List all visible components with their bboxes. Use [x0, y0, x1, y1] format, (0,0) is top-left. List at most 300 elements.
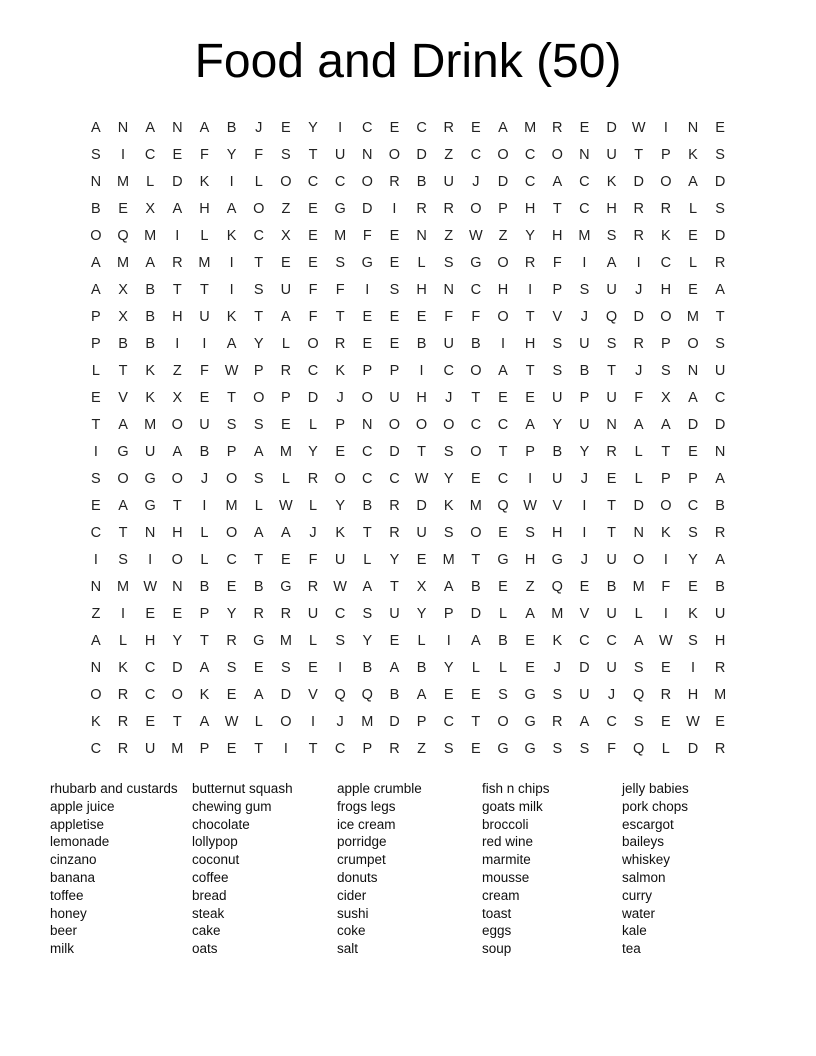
grid-letter: N	[687, 119, 699, 136]
word-list-item: cider	[337, 887, 367, 903]
grid-letter: W	[686, 713, 700, 730]
grid-letter: A	[199, 119, 210, 136]
grid-letter: G	[280, 578, 292, 595]
grid-letter: P	[498, 200, 508, 217]
grid-letter: I	[500, 335, 505, 352]
grid-letter: L	[308, 416, 318, 433]
grid-letter: B	[145, 281, 155, 298]
grid-letter: A	[715, 470, 725, 487]
grid-letter: I	[175, 227, 180, 244]
grid-letter: E	[471, 119, 481, 136]
grid-letter: O	[388, 416, 401, 433]
grid-letter: D	[389, 713, 400, 730]
grid-letter: P	[362, 362, 373, 379]
grid-letter: S	[688, 632, 698, 649]
grid-letter: O	[551, 146, 563, 163]
grid-letter: N	[144, 524, 156, 541]
grid-letter: C	[714, 389, 726, 406]
grid-letter: G	[361, 254, 373, 271]
grid-letter: O	[225, 470, 238, 487]
grid-letter: D	[416, 497, 427, 514]
grid-letter: D	[579, 659, 590, 676]
grid-letter: U	[606, 659, 617, 676]
grid-letter: B	[715, 578, 725, 595]
grid-letter: P	[661, 470, 671, 487]
grid-letter: S	[552, 362, 563, 379]
grid-letter: R	[714, 659, 726, 676]
word-list-item: apple crumble	[337, 781, 422, 796]
grid-letter: U	[334, 146, 346, 163]
grid-letter: S	[253, 416, 264, 433]
grid-letter: R	[714, 254, 726, 271]
grid-letter: T	[634, 146, 644, 163]
grid-letter: D	[606, 119, 617, 136]
grid-letter: I	[121, 146, 126, 163]
grid-letter: R	[714, 740, 726, 757]
grid-letter: D	[416, 146, 427, 163]
grid-letter: T	[118, 362, 128, 379]
grid-letter: A	[91, 281, 101, 298]
grid-letter: M	[361, 713, 374, 730]
grid-letter: A	[416, 686, 427, 703]
grid-letter: I	[690, 659, 695, 676]
word-list-item: coke	[337, 923, 366, 939]
grid-letter: I	[93, 551, 98, 568]
word-list-item: honey	[50, 905, 87, 921]
grid-letter: J	[309, 524, 317, 541]
grid-letter: M	[116, 173, 130, 190]
grid-letter: Y	[308, 443, 318, 460]
word-list-item: bread	[192, 887, 227, 903]
grid-letter: N	[90, 659, 102, 676]
grid-letter: W	[631, 119, 646, 136]
grid-letter: H	[416, 281, 427, 298]
grid-letter: S	[552, 686, 563, 703]
grid-letter: U	[606, 146, 617, 163]
grid-letter: E	[281, 416, 291, 433]
grid-letter: B	[416, 659, 427, 676]
grid-letter: B	[606, 578, 617, 595]
grid-letter: F	[308, 551, 318, 568]
grid-letter: K	[145, 362, 155, 379]
grid-letter: A	[661, 416, 671, 433]
grid-letter: H	[199, 200, 210, 217]
grid-letter: S	[606, 335, 617, 352]
grid-letter: E	[199, 389, 210, 406]
grid-letter: A	[281, 308, 291, 325]
grid-letter: A	[606, 254, 617, 271]
grid-letter: C	[334, 740, 346, 757]
grid-letter: T	[118, 524, 128, 541]
grid-letter: T	[471, 713, 481, 730]
grid-letter: C	[579, 173, 590, 190]
grid-letter: X	[145, 200, 155, 217]
grid-letter: E	[715, 713, 725, 730]
grid-letter: Q	[633, 740, 645, 757]
grid-letter: B	[362, 497, 373, 514]
grid-letter: K	[118, 659, 128, 676]
grid-letter: H	[172, 308, 183, 325]
grid-letter: R	[633, 335, 644, 352]
word-list-item: beer	[50, 923, 78, 939]
grid-letter: E	[172, 146, 183, 163]
grid-letter: A	[389, 659, 400, 676]
grid-letter: T	[200, 632, 209, 649]
grid-letter: M	[116, 254, 130, 271]
grid-letter: E	[471, 470, 481, 487]
grid-letter: K	[661, 524, 671, 541]
grid-letter: O	[253, 200, 265, 217]
grid-letter: G	[470, 254, 482, 271]
grid-letter: E	[172, 605, 183, 622]
grid-letter: Y	[416, 605, 427, 622]
word-list	[50, 780, 772, 958]
grid-letter: Y	[362, 632, 373, 649]
grid-letter: O	[361, 389, 373, 406]
grid-letter: R	[660, 686, 672, 703]
grid-letter: E	[308, 200, 318, 217]
grid-letter: L	[281, 470, 290, 487]
grid-letter: K	[688, 605, 698, 622]
grid-letter: H	[497, 281, 509, 298]
grid-letter: U	[334, 551, 346, 568]
grid-letter: T	[607, 362, 616, 379]
grid-letter: M	[334, 227, 347, 244]
grid-letter: U	[389, 605, 400, 622]
grid-letter: F	[362, 227, 372, 244]
grid-letter: I	[663, 119, 668, 136]
grid-letter: U	[443, 335, 454, 352]
grid-letter: E	[443, 686, 454, 703]
grid-letter: D	[389, 443, 400, 460]
grid-letter: E	[525, 632, 535, 649]
grid-letter: C	[362, 470, 373, 487]
grid-letter: H	[552, 227, 563, 244]
grid-letter: I	[446, 632, 451, 649]
grid-letter: R	[416, 200, 427, 217]
grid-letter: O	[388, 146, 401, 163]
grid-letter: Q	[551, 578, 563, 595]
grid-letter: I	[663, 551, 668, 568]
grid-letter: I	[392, 200, 397, 217]
grid-letter: A	[172, 443, 183, 460]
grid-letter: C	[362, 119, 373, 136]
grid-letter: X	[281, 227, 291, 244]
grid-letter: E	[226, 686, 237, 703]
word-list-item: appletise	[50, 816, 105, 832]
grid-letter: Q	[334, 686, 346, 703]
grid-letter: N	[687, 362, 699, 379]
grid-letter: S	[498, 686, 508, 703]
grid-letter: O	[253, 389, 265, 406]
grid-letter: I	[419, 362, 424, 379]
grid-letter: O	[307, 335, 319, 352]
grid-letter: R	[552, 713, 563, 730]
grid-letter: N	[443, 281, 454, 298]
grid-letter: E	[362, 335, 373, 352]
grid-letter: A	[199, 659, 210, 676]
grid-letter: E	[471, 686, 481, 703]
grid-letter: D	[307, 389, 319, 406]
grid-letter: O	[470, 524, 482, 541]
grid-letter: U	[606, 605, 617, 622]
grid-letter: I	[528, 281, 533, 298]
grid-letter: F	[200, 362, 209, 379]
grid-letter: C	[90, 524, 102, 541]
grid-letter: B	[362, 659, 373, 676]
grid-letter: J	[445, 389, 453, 406]
grid-letter: A	[118, 497, 128, 514]
word-list-item: coconut	[192, 852, 240, 868]
word-list-item: apple juice	[50, 798, 115, 814]
grid-letter: J	[580, 308, 589, 325]
grid-letter: B	[199, 578, 210, 595]
grid-letter: S	[715, 200, 725, 217]
grid-letter: U	[389, 389, 400, 406]
grid-letter: S	[525, 524, 535, 541]
grid-letter: T	[172, 497, 182, 514]
grid-letter: C	[362, 443, 373, 460]
grid-letter: V	[308, 686, 318, 703]
grid-letter: L	[254, 173, 263, 190]
grid-letter: S	[661, 362, 671, 379]
grid-letter: T	[254, 308, 264, 325]
grid-letter: R	[117, 686, 129, 703]
grid-letter: M	[144, 227, 157, 244]
grid-letter: R	[524, 254, 536, 271]
grid-letter: R	[280, 362, 292, 379]
grid-letter: F	[444, 308, 454, 325]
word-list-column	[622, 780, 772, 958]
grid-letter: I	[582, 524, 587, 541]
grid-letter: K	[606, 173, 617, 190]
grid-letter: F	[200, 146, 209, 163]
grid-letter: O	[470, 200, 482, 217]
grid-letter: C	[660, 254, 672, 271]
grid-letter: Y	[172, 632, 183, 649]
grid-letter: G	[524, 740, 536, 757]
grid-letter: T	[172, 713, 182, 730]
grid-letter: P	[199, 605, 210, 622]
grid-letter: S	[443, 254, 454, 271]
grid-letter: A	[145, 254, 155, 271]
grid-letter: E	[308, 254, 318, 271]
grid-letter: U	[307, 605, 319, 622]
grid-letter: O	[443, 416, 455, 433]
grid-letter: L	[417, 254, 426, 271]
grid-letter: A	[145, 119, 155, 136]
grid-letter: D	[280, 686, 292, 703]
grid-letter: E	[308, 659, 318, 676]
grid-letter: Z	[91, 605, 101, 622]
grid-letter: K	[199, 686, 210, 703]
grid-letter: A	[715, 551, 725, 568]
grid-letter: S	[281, 659, 291, 676]
grid-letter: U	[579, 686, 590, 703]
word-list-item: butternut squash	[192, 781, 293, 796]
grid-letter: D	[172, 173, 183, 190]
grid-letter: V	[579, 605, 590, 622]
grid-letter: E	[389, 632, 400, 649]
grid-letter: J	[607, 686, 616, 703]
grid-letter: O	[361, 173, 373, 190]
word-list-item: porridge	[337, 834, 387, 850]
grid-letter: O	[497, 308, 509, 325]
grid-letter: Q	[361, 686, 373, 703]
grid-letter: C	[334, 605, 346, 622]
grid-letter: I	[175, 335, 180, 352]
grid-letter: M	[714, 686, 727, 703]
grid-letter: C	[579, 200, 590, 217]
grid-letter: D	[714, 227, 726, 244]
grid-letter: B	[199, 443, 210, 460]
grid-letter: G	[497, 740, 509, 757]
word-list-item: toffee	[50, 887, 84, 903]
grid-letter: N	[416, 227, 427, 244]
grid-letter: E	[525, 389, 535, 406]
grid-letter: X	[118, 281, 128, 298]
word-list-item: salt	[337, 941, 359, 957]
grid-letter: S	[443, 740, 454, 757]
grid-letter: R	[633, 200, 644, 217]
grid-letter: E	[661, 659, 671, 676]
grid-letter: L	[634, 470, 643, 487]
grid-letter: E	[91, 497, 101, 514]
grid-letter: I	[663, 605, 668, 622]
grid-letter: B	[715, 497, 725, 514]
grid-letter: B	[145, 335, 155, 352]
word-list-item: escargot	[622, 816, 674, 832]
grid-letter: L	[417, 632, 426, 649]
grid-letter: I	[582, 497, 587, 514]
grid-letter: L	[471, 659, 480, 676]
grid-letter: C	[307, 173, 319, 190]
grid-letter: T	[607, 524, 616, 541]
grid-letter: T	[390, 578, 399, 595]
grid-letter: A	[118, 416, 128, 433]
grid-letter: D	[687, 416, 699, 433]
word-list-item: tea	[622, 941, 641, 957]
grid-letter: U	[280, 281, 292, 298]
grid-letter: R	[389, 173, 400, 190]
grid-letter: A	[172, 200, 183, 217]
grid-letter: E	[525, 659, 535, 676]
grid-letter: T	[417, 443, 426, 460]
grid-letter: R	[253, 605, 264, 622]
grid-letter: T	[227, 389, 237, 406]
grid-letter: G	[144, 470, 156, 487]
grid-letter: I	[528, 470, 533, 487]
grid-letter: A	[253, 443, 264, 460]
grid-letter: R	[226, 632, 237, 649]
grid-letter: F	[254, 146, 264, 163]
grid-letter: L	[200, 524, 209, 541]
grid-letter: F	[552, 254, 562, 271]
grid-letter: S	[253, 470, 264, 487]
grid-letter: V	[552, 308, 563, 325]
grid-letter: C	[226, 551, 237, 568]
grid-letter: O	[171, 470, 183, 487]
grid-letter: N	[362, 146, 373, 163]
grid-letter: K	[443, 497, 454, 514]
grid-letter: B	[416, 335, 427, 352]
grid-letter: Y	[389, 551, 400, 568]
grid-letter: A	[226, 335, 237, 352]
grid-letter: K	[688, 146, 698, 163]
grid-letter: R	[307, 470, 319, 487]
grid-letter: S	[688, 524, 698, 541]
grid-letter: G	[334, 200, 346, 217]
grid-letter: B	[91, 200, 101, 217]
grid-letter: A	[91, 632, 101, 649]
grid-letter: B	[416, 173, 427, 190]
grid-letter: C	[443, 362, 454, 379]
grid-letter: E	[688, 227, 698, 244]
grid-letter: M	[469, 497, 482, 514]
grid-letter: T	[607, 497, 616, 514]
grid-letter: O	[117, 470, 129, 487]
grid-letter: S	[335, 254, 345, 271]
grid-letter: E	[389, 308, 400, 325]
grid-letter: M	[686, 308, 700, 325]
grid-letter: A	[91, 119, 101, 136]
grid-letter: C	[144, 686, 156, 703]
grid-letter: S	[715, 335, 725, 352]
grid-letter: A	[226, 200, 237, 217]
grid-letter: O	[90, 686, 102, 703]
grid-letter: T	[525, 308, 535, 325]
grid-letter: T	[308, 146, 318, 163]
grid-letter: E	[362, 308, 373, 325]
grid-letter: A	[688, 173, 698, 190]
grid-letter: X	[172, 389, 183, 406]
grid-letter: Y	[443, 470, 454, 487]
grid-letter: C	[470, 146, 482, 163]
grid-letter: C	[144, 659, 156, 676]
grid-letter: D	[362, 200, 373, 217]
grid-letter: T	[471, 551, 481, 568]
grid-letter: K	[335, 362, 345, 379]
grid-letter: E	[688, 443, 698, 460]
grid-letter: S	[633, 713, 644, 730]
grid-letter: Z	[498, 227, 508, 244]
grid-letter: J	[255, 119, 263, 136]
grid-letter: A	[362, 578, 373, 595]
grid-letter: T	[254, 740, 264, 757]
page-title: Food and Drink (50)	[194, 35, 622, 88]
grid-letter: O	[470, 362, 482, 379]
grid-letter: C	[687, 497, 699, 514]
grid-letter: B	[145, 308, 155, 325]
grid-letter: Q	[605, 308, 618, 325]
grid-letter: P	[226, 443, 237, 460]
grid-letter: W	[224, 713, 239, 730]
grid-letter: L	[688, 254, 698, 271]
grid-letter: E	[281, 551, 291, 568]
grid-letter: Z	[444, 146, 454, 163]
grid-letter: K	[335, 524, 345, 541]
grid-letter: A	[281, 524, 291, 541]
grid-letter: Y	[443, 659, 454, 676]
grid-letter: S	[91, 470, 101, 487]
grid-letter: S	[389, 281, 400, 298]
grid-letter: E	[579, 578, 590, 595]
grid-letter: E	[688, 578, 698, 595]
grid-letter: M	[225, 497, 238, 514]
word-list-item: chocolate	[192, 816, 250, 832]
grid-letter: S	[633, 659, 644, 676]
grid-letter: R	[714, 524, 726, 541]
